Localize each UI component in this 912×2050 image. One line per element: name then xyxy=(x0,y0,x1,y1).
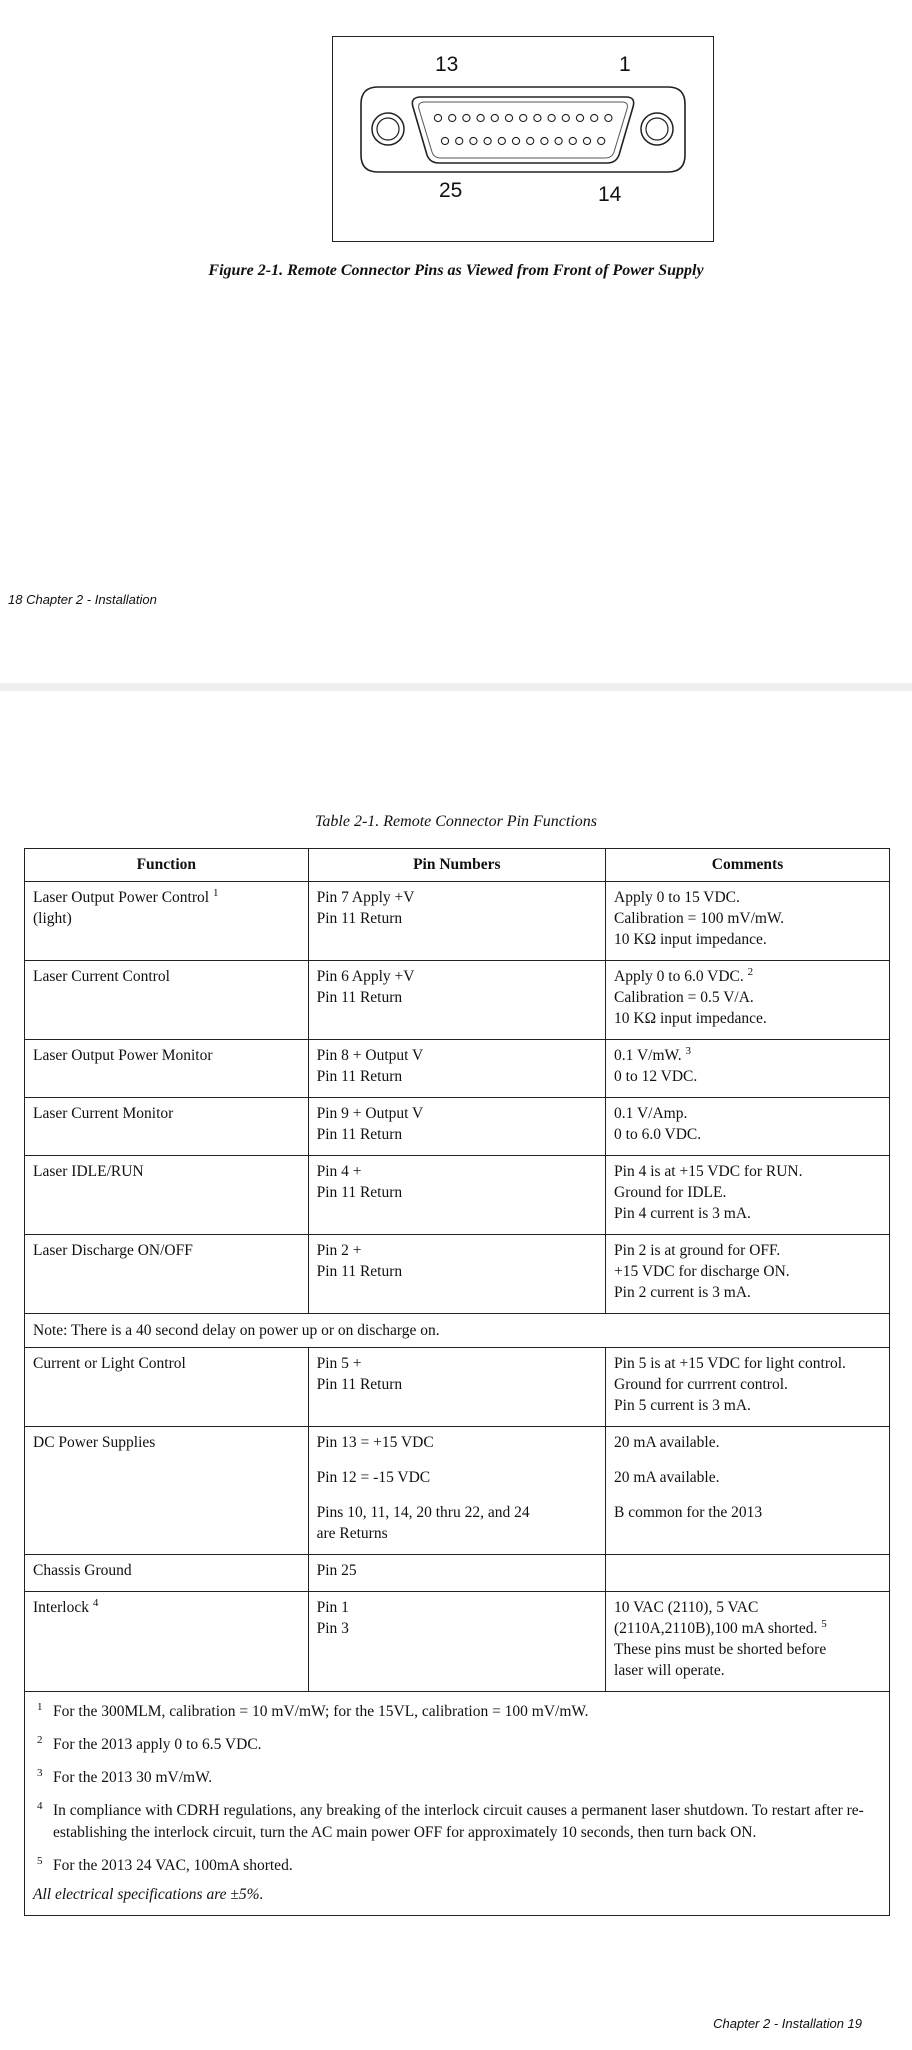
pins-cell: Pin 7 Apply +V Pin 11 Return xyxy=(308,882,605,961)
connector-pin xyxy=(520,114,527,121)
comments-cell: 0.1 V/Amp. 0 to 6.0 VDC. xyxy=(606,1098,890,1156)
pin-functions-table xyxy=(24,848,890,1916)
footnote: 1 For the 300MLM, calibration = 10 mV/mW; for the 15VL, calibration = 100 mV/mW. xyxy=(37,1701,589,1721)
comments-cell xyxy=(606,1555,890,1592)
comments-cell: Pin 5 is at +15 VDC for light control. Ground for currrent control. Pin 5 current is 3 mA. xyxy=(606,1348,890,1427)
header-comments: Comments xyxy=(606,849,890,882)
comments-cell: 20 mA available. 20 mA available. B common for the 2013 xyxy=(606,1427,890,1555)
footnote: 3 For the 2013 30 mV/mW. xyxy=(37,1767,213,1787)
pins-cell: Pin 9 + Output V Pin 11 Return xyxy=(308,1098,605,1156)
pins-cell: Pin 6 Apply +V Pin 11 Return xyxy=(308,961,605,1040)
table-row xyxy=(25,1555,890,1592)
footnotes xyxy=(25,1692,890,1916)
page-separator xyxy=(0,683,912,691)
connector-pin xyxy=(527,137,534,144)
function-cell: Laser Current Control xyxy=(25,961,309,1040)
connector-pin xyxy=(484,137,491,144)
pin-label-14: 14 xyxy=(598,183,622,206)
pins-cell: Pin 2 + Pin 11 Return xyxy=(308,1235,605,1314)
pins-cell: Pin 8 + Output V Pin 11 Return xyxy=(308,1040,605,1098)
table-title: Table 2-1. Remote Connector Pin Functions xyxy=(314,813,598,830)
comments-cell: Pin 2 is at ground for OFF. +15 VDC for discharge ON. Pin 2 current is 3 mA. xyxy=(606,1235,890,1314)
connector-pin xyxy=(449,114,456,121)
pin-label-1: 1 xyxy=(619,53,631,76)
connector-pin xyxy=(491,114,498,121)
footnote: 4 In compliance with CDRH regulations, any breaking of the interlock circuit causes a permanent laser shutdown. To restart after re-establishing the interlock circuit, turn the AC main power OFF for approximately 10 seconds, then turn back ON. xyxy=(37,1800,864,1841)
footnote: 2 For the 2013 apply 0 to 6.5 VDC. xyxy=(37,1734,262,1754)
connector-pin xyxy=(598,137,605,144)
connector-pin xyxy=(441,137,448,144)
pin-label-13: 13 xyxy=(435,53,459,76)
comments-cell: 10 VAC (2110), 5 VAC (2110A,2110B),100 mA shorted. $^5$ These pins must be shorted before laser will operate. xyxy=(606,1592,890,1692)
connector-pin xyxy=(548,114,555,121)
connector-pin xyxy=(569,137,576,144)
function-cell: Laser Output Power Control $^1$ (light) xyxy=(25,882,309,961)
table-row xyxy=(25,1592,890,1692)
connector-pin xyxy=(555,137,562,144)
connector-pin xyxy=(583,137,590,144)
table-row xyxy=(25,882,890,961)
table-row xyxy=(25,1427,890,1555)
function-cell: Laser Output Power Monitor xyxy=(25,1040,309,1098)
function-cell: Interlock $^4$ xyxy=(25,1592,309,1692)
table-row xyxy=(25,1040,890,1098)
comments-cell: Pin 4 is at +15 VDC for RUN. Ground for IDLE. Pin 4 current is 3 mA. xyxy=(606,1156,890,1235)
connector-figure xyxy=(332,36,714,242)
connector-pin xyxy=(456,137,463,144)
pins-cell: Pin 13 = +15 VDC Pin 12 = -15 VDC Pins 10, 11, 14, 20 thru 22, and 24 are Returns xyxy=(308,1427,605,1555)
comments-cell: 0.1 V/mW. $^3$ 0 to 12 VDC. xyxy=(606,1040,890,1098)
pins-cell: Pin 25 xyxy=(308,1555,605,1592)
pins-cell: Pin 5 + Pin 11 Return xyxy=(308,1348,605,1427)
delay-note: Note: There is a 40 second delay on power up or on discharge on. xyxy=(25,1314,890,1348)
connector-pin xyxy=(463,114,470,121)
bottom-pin-row xyxy=(441,137,604,144)
figure-caption: Figure 2-1. Remote Connector Pins as Viewed from Front of Power Supply xyxy=(208,262,704,279)
connector-pin xyxy=(498,137,505,144)
connector-pin xyxy=(576,114,583,121)
table-row xyxy=(25,1098,890,1156)
pin-label-25: 25 xyxy=(439,179,463,202)
connector-pin xyxy=(591,114,598,121)
connector-pin xyxy=(534,114,541,121)
pins-cell: Pin 4 + Pin 11 Return xyxy=(308,1156,605,1235)
connector-pin xyxy=(477,114,484,121)
footnote: 5 For the 2013 24 VAC, 100mA shorted. xyxy=(37,1854,293,1874)
top-pin-row xyxy=(434,114,612,121)
connector-pin xyxy=(541,137,548,144)
connector-pin xyxy=(505,114,512,121)
spec-tolerance-note: All electrical specifications are ±5%. xyxy=(33,1885,264,1903)
function-cell: Laser IDLE/RUN xyxy=(25,1156,309,1235)
comments-cell: Apply 0 to 6.0 VDC. $^2$ Calibration = 0.5 V/A. 10 KΩ input impedance. xyxy=(606,961,890,1040)
table-row xyxy=(25,1156,890,1235)
connector-pin xyxy=(605,114,612,121)
page-footer-right: Chapter 2 - Installation 19 xyxy=(713,2016,862,2031)
function-cell: DC Power Supplies xyxy=(25,1427,309,1555)
function-cell: Chassis Ground xyxy=(25,1555,309,1592)
table-row xyxy=(25,1348,890,1427)
pins-cell: Pin 1 Pin 3 xyxy=(308,1592,605,1692)
connector-pin xyxy=(470,137,477,144)
table-header-row xyxy=(25,849,890,882)
connector-pin xyxy=(434,114,441,121)
db25-connector-icon xyxy=(333,37,713,241)
page-footer-left: 18 Chapter 2 - Installation xyxy=(8,592,157,607)
footnotes-row xyxy=(25,1692,890,1916)
function-cell: Laser Discharge ON/OFF xyxy=(25,1235,309,1314)
function-cell: Current or Light Control xyxy=(25,1348,309,1427)
header-pin-numbers: Pin Numbers xyxy=(308,849,605,882)
connector-pin xyxy=(512,137,519,144)
function-cell: Laser Current Monitor xyxy=(25,1098,309,1156)
connector-pin xyxy=(562,114,569,121)
table-row xyxy=(25,1235,890,1314)
header-function: Function xyxy=(25,849,309,882)
comments-cell: Apply 0 to 15 VDC. Calibration = 100 mV/mW. 10 KΩ input impedance. xyxy=(606,882,890,961)
note-row xyxy=(25,1314,890,1348)
table-row xyxy=(25,961,890,1040)
